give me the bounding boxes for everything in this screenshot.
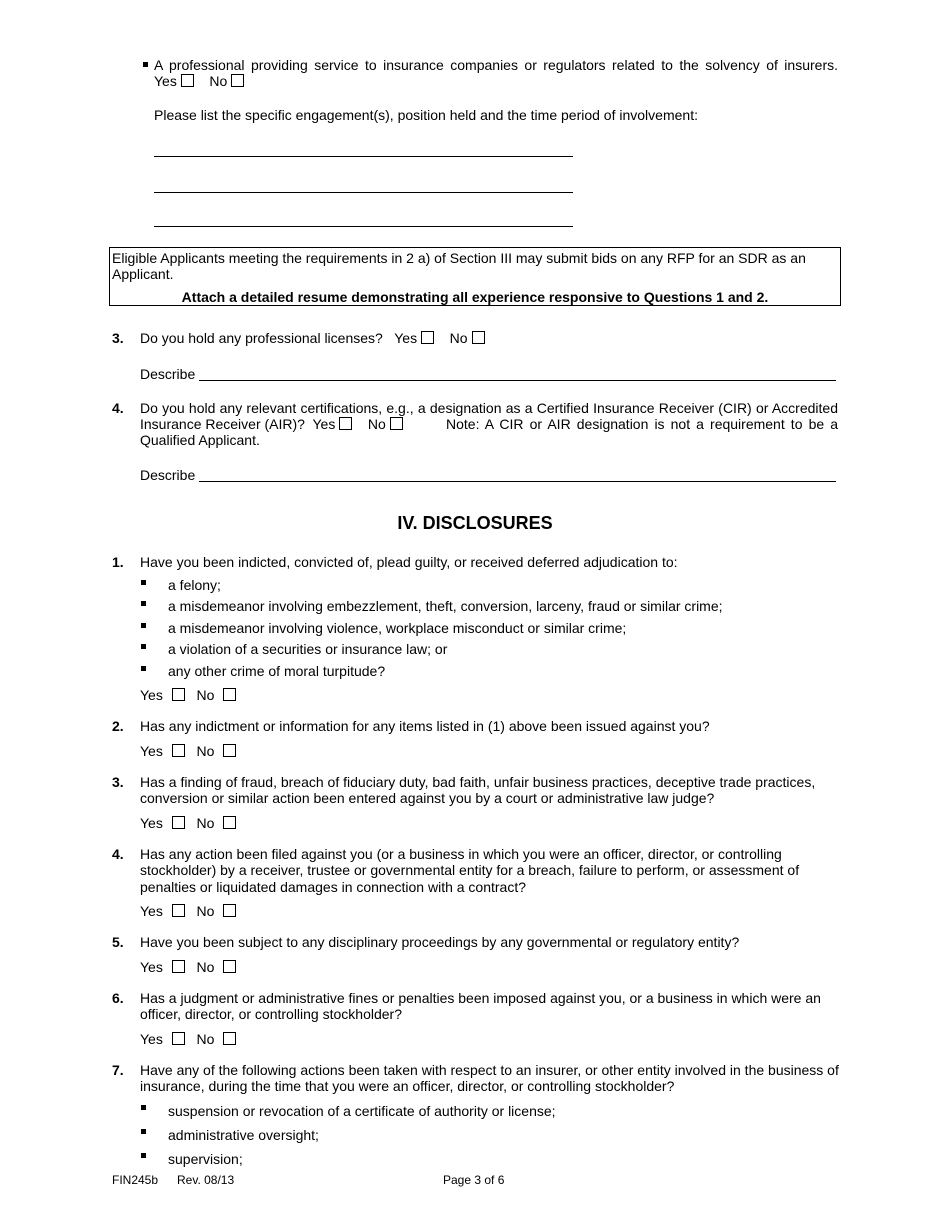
q4-yes-checkbox[interactable] (339, 417, 352, 430)
q4-line-2a: Insurance Receiver (AIR)? (140, 416, 305, 432)
d6-yes-no (140, 1031, 236, 1047)
q3-question: Do you hold any professional licenses? (140, 330, 383, 346)
bullet-marker (141, 1105, 146, 1110)
d4-line-2: stockholder) by a receiver, trustee or governmental entity for a breach, failure to perform, or assessment of (140, 862, 800, 878)
d1-yes-no (140, 687, 236, 703)
d3-line-2: conversion or similar action been entered against you by a court or administrative law judge? (140, 790, 715, 806)
yes-label: Yes (140, 1031, 163, 1047)
q3-no-label: No (449, 330, 468, 346)
q4-no-checkbox[interactable] (390, 417, 403, 430)
d3-no-checkbox[interactable] (223, 816, 236, 829)
d6-number: 6. (112, 990, 124, 1006)
d1-item-3: a misdemeanor involving violence, workplace misconduct or similar crime; (168, 620, 627, 636)
no-label: No (196, 815, 215, 831)
d1-number: 1. (112, 554, 124, 570)
d7-item-2: administrative oversight; (168, 1127, 319, 1143)
d7-line-1: Have any of the following actions been taken with respect to an insurer, or other entity involved in the business of (140, 1062, 839, 1078)
q4-no-label: No (367, 416, 386, 432)
no-label: No (196, 743, 215, 759)
d1-item-4: a violation of a securities or insurance law; or (168, 641, 448, 657)
engagement-line-2[interactable] (154, 192, 573, 193)
engagement-line-3[interactable] (154, 226, 573, 227)
d1-item-5: any other crime of moral turpitude? (168, 663, 386, 679)
d2-number: 2. (112, 718, 124, 734)
no-label: No (196, 1031, 215, 1047)
d1-question: Have you been indicted, convicted of, plead guilty, or received deferred adjudication to: (140, 554, 678, 570)
q4-describe-label: Describe (140, 467, 196, 483)
q4-line-1: Do you hold any relevant certifications, e.g., a designation as a Certified Insurance Receiver (CIR) or Accredited (140, 400, 838, 416)
d6-no-checkbox[interactable] (223, 1032, 236, 1045)
d3-line-1: Has a finding of fraud, breach of fiduciary duty, bad faith, unfair business practices, deceptive trade practices, (140, 774, 816, 790)
d2-yes-no (140, 743, 236, 759)
yes-label: Yes (140, 743, 163, 759)
d5-no-checkbox[interactable] (223, 960, 236, 973)
bullet-marker (141, 1153, 146, 1158)
yes-label: Yes (140, 903, 163, 919)
section-title: IV. DISCLOSURES (397, 513, 553, 533)
q4-line-3: Qualified Applicant. (140, 432, 260, 448)
q4-line-2-left (140, 416, 403, 432)
q3-describe-label: Describe (140, 366, 196, 382)
no-label: No (196, 903, 215, 919)
d1-yes-checkbox[interactable] (172, 688, 185, 701)
no-label: No (196, 959, 215, 975)
bullet-text: A professional providing service to insurance companies or regulators related to the solvency of insurers. (154, 57, 838, 73)
yes-label: Yes (140, 959, 163, 975)
d4-line-1: Has any action been filed against you (or a business in which you were an officer, director, or controlling (140, 846, 782, 862)
q3-yes-checkbox[interactable] (421, 331, 434, 344)
q3-number: 3. (112, 330, 124, 346)
q4-yes-label: Yes (312, 416, 336, 432)
q4-note: Note: A CIR or AIR designation is not a requirement to be a (446, 416, 838, 432)
q3-no-checkbox[interactable] (472, 331, 485, 344)
d2-yes-checkbox[interactable] (172, 744, 185, 757)
bullet-marker (141, 666, 146, 671)
d5-yes-no (140, 959, 236, 975)
d3-yes-no (140, 815, 236, 831)
d1-item-1: a felony; (168, 577, 221, 593)
no-label: No (209, 73, 228, 89)
d4-number: 4. (112, 846, 124, 862)
d7-item-3: supervision; (168, 1151, 243, 1167)
footer-form-number: FIN245b (112, 1173, 159, 1187)
d1-no-checkbox[interactable] (223, 688, 236, 701)
d6-line-2: officer, director, or controlling stockholder? (140, 1006, 402, 1022)
d4-no-checkbox[interactable] (223, 904, 236, 917)
d5-number: 5. (112, 934, 124, 950)
d2-no-checkbox[interactable] (223, 744, 236, 757)
engagement-instruction: Please list the specific engagement(s), position held and the time period of involvement: (154, 107, 698, 123)
q3-yes-label: Yes (394, 330, 418, 346)
bullet-marker (141, 1129, 146, 1134)
d4-yes-checkbox[interactable] (172, 904, 185, 917)
d7-item-1: suspension or revocation of a certificate of authority or license; (168, 1103, 556, 1119)
q4-describe-line[interactable] (199, 481, 836, 482)
footer-revision: Rev. 08/13 (177, 1173, 235, 1187)
d5-question: Have you been subject to any disciplinary proceedings by any governmental or regulatory entity? (140, 934, 740, 950)
q3-question-row (140, 330, 485, 346)
no-checkbox[interactable] (231, 74, 244, 87)
bullet-marker (141, 623, 146, 628)
bullet-marker (141, 601, 146, 606)
bullet-marker (143, 62, 148, 67)
yes-label: Yes (140, 815, 163, 831)
yes-label: Yes (140, 687, 163, 703)
d1-item-2: a misdemeanor involving embezzlement, theft, conversion, larceny, fraud or similar crime; (168, 598, 723, 614)
bullet-marker (141, 644, 146, 649)
d4-line-3: penalties or liquidated damages in connection with a contract? (140, 879, 527, 895)
d5-yes-checkbox[interactable] (172, 960, 185, 973)
d7-number: 7. (112, 1062, 124, 1078)
d6-yes-checkbox[interactable] (172, 1032, 185, 1045)
q4-number: 4. (112, 400, 124, 416)
d4-yes-no (140, 903, 236, 919)
d7-line-2: insurance, during the time that you were an officer, director, or controlling stockholder? (140, 1078, 675, 1094)
bullet-marker (141, 580, 146, 585)
d2-question: Has any indictment or information for any items listed in (1) above been issued against you? (140, 718, 710, 734)
eligibility-notice-text: Eligible Applicants meeting the requirements in 2 a) of Section III may submit bids on any RFP for an SDR as an Applicant. (112, 250, 806, 282)
d3-number: 3. (112, 774, 124, 790)
eligibility-notice-bold: Attach a detailed resume demonstrating all experience responsive to Questions 1 and 2. (181, 289, 769, 305)
no-label: No (196, 687, 215, 703)
footer-page-number: Page 3 of 6 (443, 1173, 505, 1187)
d3-yes-checkbox[interactable] (172, 816, 185, 829)
d6-line-1: Has a judgment or administrative fines or penalties been imposed against you, or a business in which were an (140, 990, 821, 1006)
q3-describe-line[interactable] (199, 380, 836, 381)
yes-label: Yes (154, 73, 177, 89)
eligibility-notice-box (109, 247, 841, 306)
yes-checkbox[interactable] (181, 74, 194, 87)
solvency-yes-no (154, 73, 244, 89)
engagement-line-1[interactable] (154, 156, 573, 157)
